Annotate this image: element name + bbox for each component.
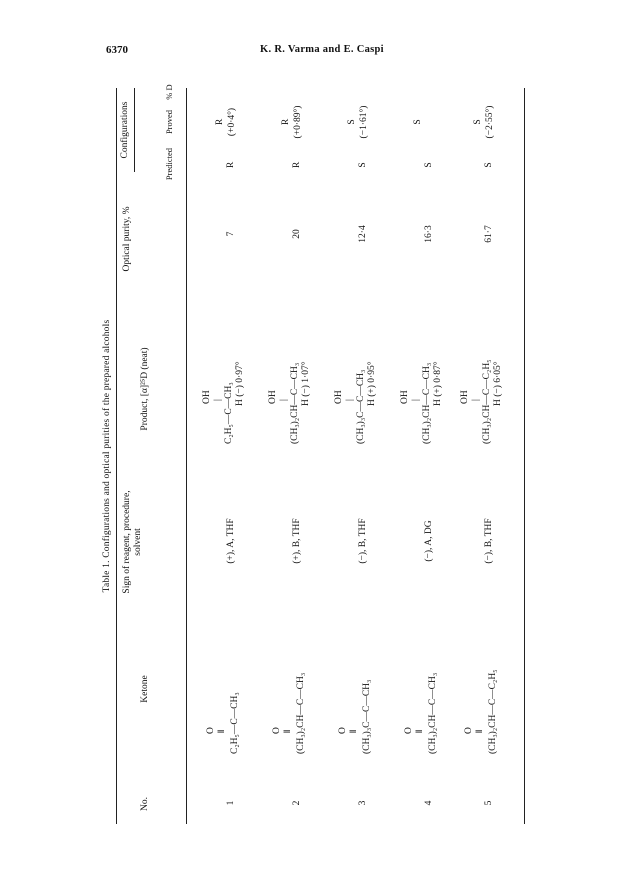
- optical-purity: 7: [226, 231, 236, 237]
- configurations-rule: [134, 88, 135, 172]
- ketone-structure: O ‖ (CH₃)₂CH—C—CH₃: [404, 672, 438, 754]
- predicted-config: R: [226, 161, 236, 169]
- predicted-config: S: [484, 162, 494, 168]
- ketone-structure: O ‖ (CH₃)₃C—C—CH₃: [338, 679, 372, 754]
- reagent-sign: (+), B, THF: [292, 518, 302, 564]
- proved-config: R (+0·4°): [215, 107, 237, 137]
- proved-config: R (+0·89°): [281, 105, 303, 139]
- reagent-sign: (−), B, THF: [358, 518, 368, 564]
- ketone-structure: O ‖ (CH₃)₂CH—C—CH₃: [272, 672, 306, 754]
- row-number: 3: [358, 800, 368, 806]
- predicted-config: R: [292, 161, 302, 169]
- optical-purity: 61·7: [484, 225, 494, 243]
- running-head: K. R. Varma and E. Caspi: [260, 44, 384, 55]
- table-row: [450, 88, 530, 824]
- row-number: 1: [226, 800, 236, 806]
- predicted-config: S: [424, 162, 434, 168]
- predicted-config: S: [358, 162, 368, 168]
- reagent-sign: (+), A, THF: [226, 518, 236, 564]
- row-number: 5: [484, 800, 494, 806]
- row-number: 4: [424, 800, 434, 806]
- product-structure: OH | (CH₃)₃C—C—CH₃ H (+) 0·95°: [334, 361, 377, 444]
- rotated-table: [100, 84, 526, 824]
- product-structure: OH | (CH₃)₂CH—C—CH₃ H (+) 0·87°: [400, 361, 443, 444]
- header-predicted: Predicted: [164, 147, 174, 181]
- ketone-structure: O ‖ (CH₃)₂CH—C—C₂H₅: [464, 669, 498, 754]
- proved-config: S (−2·55°): [473, 105, 495, 139]
- page-header: [0, 40, 624, 60]
- product-structure: OH | (CH₃)₂CH—C—CH₃ H (−) 1·07°: [268, 361, 311, 444]
- header-sign: Sign of reagent, procedure, solvent: [122, 490, 143, 594]
- header-ketone: Ketone: [140, 675, 150, 703]
- optical-purity: 20: [292, 229, 302, 239]
- proved-config: S: [413, 119, 423, 125]
- header-percent-d: % D: [164, 84, 174, 100]
- reagent-sign: (−), A, DG: [424, 520, 434, 562]
- header-no: No.: [140, 797, 150, 811]
- header-rule: [186, 88, 187, 824]
- ketone-structure: O ‖ C₂H₅—C—CH₃: [206, 692, 240, 754]
- header-product: Product, [α]²⁵D (neat): [140, 347, 150, 431]
- reagent-sign: (−), B, THF: [484, 518, 494, 564]
- top-rule: [116, 88, 117, 824]
- header-optical-purity: Optical purity, %: [122, 206, 132, 272]
- optical-purity: 16·3: [424, 225, 434, 243]
- proved-config: S (−1·61°): [347, 105, 369, 139]
- table-caption: Table 1. Configurations and optical purities of the prepared alcohols: [102, 319, 112, 593]
- optical-purity: 12·4: [358, 225, 368, 243]
- product-structure: OH | C₂H₅—C—CH₃ H (−) 0·97°: [202, 361, 245, 444]
- bottom-rule: [524, 88, 525, 824]
- page-number: 6370: [106, 44, 128, 56]
- header-configurations: Configurations: [120, 101, 130, 159]
- row-number: 2: [292, 800, 302, 806]
- product-structure: OH | (CH₃)₂CH—C—C₂H₅ H (−) 6·05°: [460, 359, 503, 444]
- header-proved: Proved: [164, 109, 174, 135]
